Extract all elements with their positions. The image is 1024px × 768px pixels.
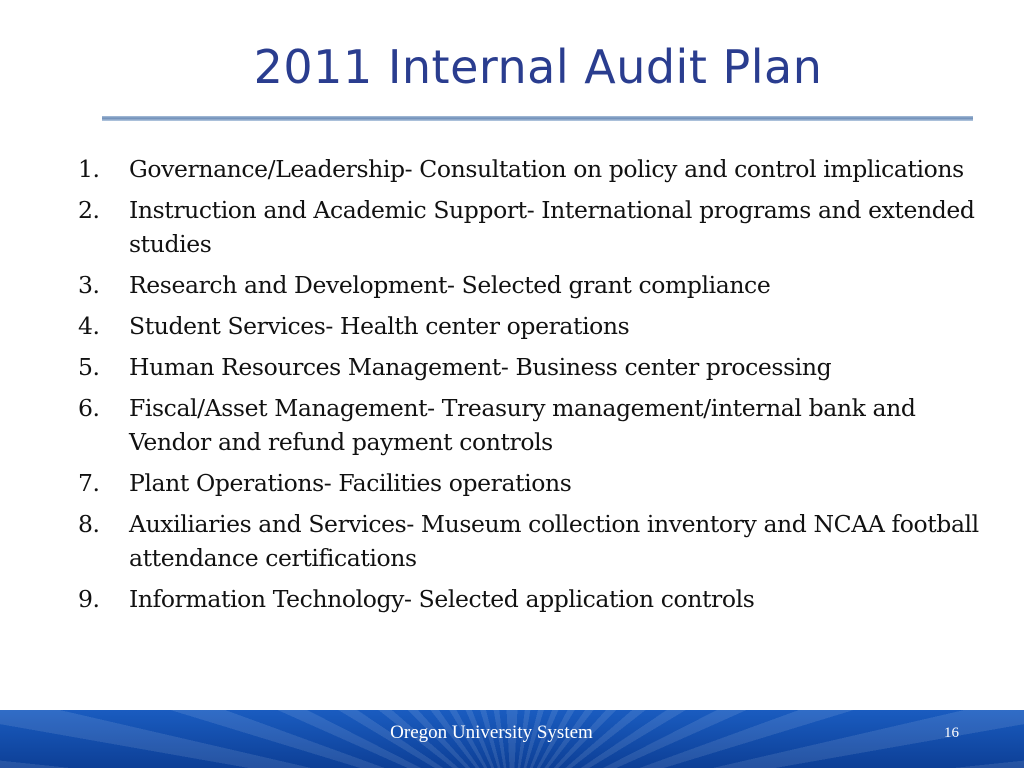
list-item-text: Fiscal/Asset Management- Treasury management/internal bank and Vendor and refund payment controls: [129, 394, 916, 456]
list-item: [78, 152, 998, 186]
list-item: [78, 582, 998, 616]
list-item: [78, 350, 998, 384]
footer-bar: [0, 710, 1024, 768]
list-item-text: Research and Development- Selected grant compliance: [129, 271, 771, 299]
list-item: [78, 193, 998, 261]
list-item-number: 3.: [78, 271, 100, 299]
list-item-number: 2.: [78, 196, 100, 224]
list-item-number: 4.: [78, 312, 100, 340]
list-item: [78, 268, 998, 302]
list-item-number: 1.: [78, 155, 100, 183]
list-item: [78, 391, 998, 459]
list-item: [78, 507, 998, 575]
list-item-number: 9.: [78, 585, 100, 613]
list-item-number: 6.: [78, 394, 100, 422]
list-item-text: Student Services- Health center operations: [129, 312, 630, 340]
list-item-number: 8.: [78, 510, 100, 538]
list-item-text: Information Technology- Selected application controls: [129, 585, 755, 613]
page-number: 16: [944, 725, 959, 741]
list-item-number: 5.: [78, 353, 100, 381]
list-item-text: Plant Operations- Facilities operations: [129, 469, 572, 497]
list-item-number: 7.: [78, 469, 100, 497]
title-underline: [102, 116, 973, 121]
footer-organization: Oregon University System: [390, 722, 593, 743]
list-item: [78, 309, 998, 343]
list-item-text: Human Resources Management- Business center processing: [129, 353, 832, 381]
list-item: [78, 466, 998, 500]
list-item-text: Instruction and Academic Support- International programs and extended studies: [129, 196, 975, 258]
list-item-text: Auxiliaries and Services- Museum collection inventory and NCAA football attendance certifications: [129, 510, 979, 572]
slide-title: 2011 Internal Audit Plan: [253, 40, 823, 94]
list-item-text: Governance/Leadership- Consultation on policy and control implications: [129, 155, 964, 183]
audit-plan-list: [78, 152, 998, 623]
